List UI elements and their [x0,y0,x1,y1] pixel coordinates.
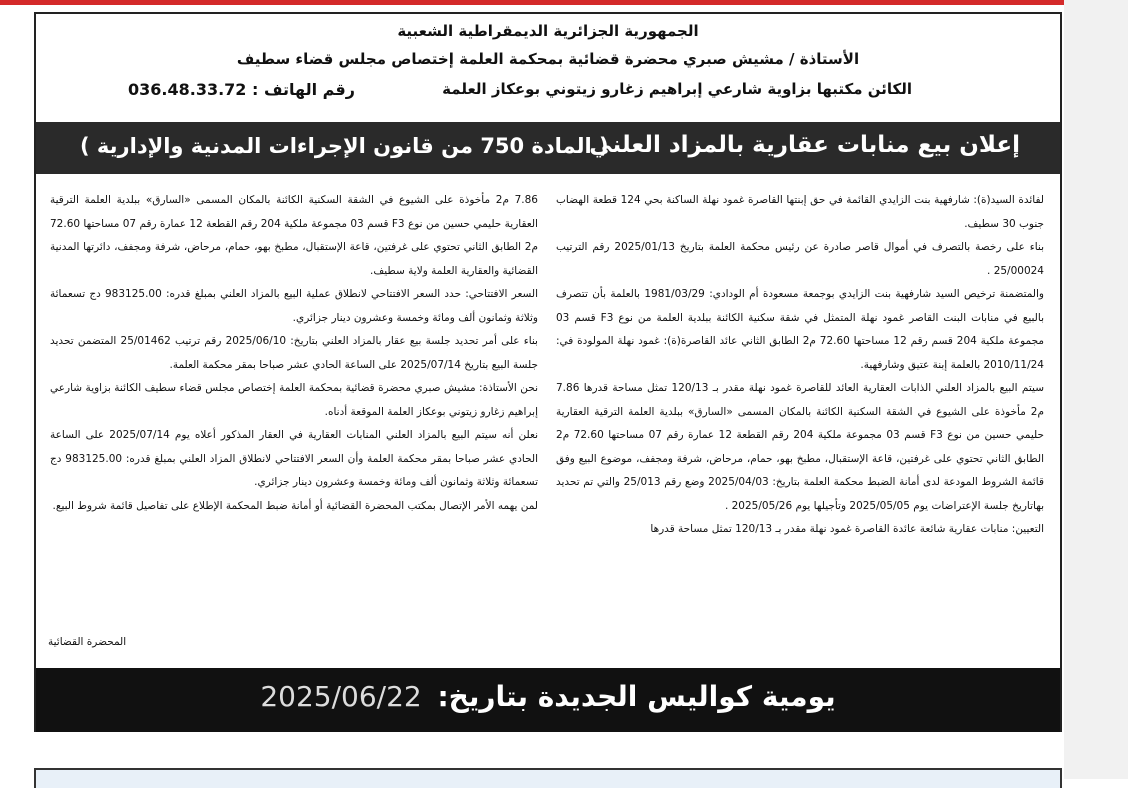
phone-label: رقم الهاتف : [252,80,355,99]
paragraph: والمتضمنة ترخيص السيد شارفهية بنت الزايدي بوجمعة مسعودة أم الودادي: 1981/03/29 بالعلمة بأن تتصرف بالبيع في منابات البنت القاصر غمود نهلة المتمثل في شقة سكنية الكائنة ببلدية العلمة من نوع F3 قسم 03 مجموعة ملكية 204 قسم رقم 12 مساحتها 72.60 م2 الطابق الثاني عائد القاصرة(ة): غمود نهلة المولودة في: 2010/11/24 بالعلمة إبنة عتيق وشارفهية. [556,288,1044,371]
legal-notice [34,12,1062,732]
phone-line [128,80,355,99]
notice-header [36,14,1060,122]
title-bar [36,122,1060,174]
paragraph: نعلن أنه سيتم البيع بالمزاد العلني المنابات العقارية في العقار المذكور أعلاه يوم 2025/07/14 على الساعة الحادي عشر صباحا بمقر محكمة العلمة وأن السعر الافتتاحي لانطلاق المزاد العلني بمبلغ قدره: 983125.00 دج تسعمائة وثلاثة وثمانون ألف ومائة وخمسة وعشرون دينار جزائري. [50,429,538,488]
republic-title: الجمهورية الجزائرية الديمقراطية الشعبية [397,22,699,40]
paragraph: بناء على رخصة بالتصرف في أموال قاصر صادرة عن رئيس محكمة العلمة بتاريخ 2025/01/13 رقم الترتيب 25/00024 . [556,241,1044,277]
newspaper-label: يومية كواليس الجديدة بتاريخ: [437,680,836,713]
notice-title: إعلان بيع منابات عقارية بالمزاد العلني [589,132,1020,158]
paragraph: 7.86 م2 مأخوذة على الشيوع في الشقة السكنية الكائنة بالمكان المسمى «السارق» ببلدية العلمة الترقية العقارية حليمي حسين من نوع F3 قسم 03 مجموعة ملكية 204 رقم القطعة 12 عمارة رقم 07 مساحتها 72.60 م2 الطابق الثاني تحتوي على غرفتين، قاعة الإستقبال، مطبخ بهو، حمام، مرحاض، شرفة ومجفف، دائرتها المدنية القضائية والعقارية العلمة ولاية سطيف. [50,194,538,277]
paragraph: التعيين: منابات عقارية شائعة عائدة القاصرة غمود نهلة مقدر بـ 120/13 تمثل مساحة قدرها [650,523,1044,535]
paragraph: السعر الافتتاحي: حدد السعر الافتتاحي لانطلاق عملية البيع بالمزاد العلني بمبلغ قدره: 983125.00 دج تسعمائة وثلاثة وثمانون ألف ومائة وخمسة وعشرون دينار جزائري. [50,288,538,324]
notice-column-left [50,189,538,659]
paragraph: سيتم البيع بالمزاد العلني الذابات العقارية العائد للقاصرة غمود نهلة مقدر بـ 120/13 تمثل مساحة قدرها 7.86 م2 مأخوذة على الشيوع في الشقة السكنية الكائنة بالمكان المسمى «السارق» ببلدية العلمة الترقية العقارية حليمي حسين من نوع F3 قسم 03 مجموعة ملكية 204 رقم القطعة 12 عمارة رقم 07 مساحتها 72.60 م2 الطابق الثاني تحتوي على غرفتين، قاعة الإستقبال، مطبخ بهو، حمام، مرحاض، شرفة ومجفف، موضوع البيع وفق قائمة الشروط المودعة لدى أمانة الضبط محكمة العلمة بتاريخ: 2025/04/03 وضع رقم 25/013 والتي تم تحديد بهاتاريخ جلسة الإعتراضات يوم 2025/05/05 وتأجيلها يوم 2025/05/26 . [556,382,1044,512]
office-address: الكائن مكتبها بزاوية شارعي إبراهيم زغارو زيتوني بوعكاز العلمة [442,80,912,98]
page-margin [1064,0,1128,779]
paragraph: لمن يهمه الأمر الإتصال بمكتب المحضرة القضائية أو أمانة ضبط المحكمة الإطلاع على تفاصيل قائمة شروط البيع. [52,499,538,512]
bailiff-name: الأستاذة / مشيش صبري محضرة قضائية بمحكمة العلمة إختصاص مجلس قضاء سطيف [236,50,860,68]
top-red-rule [0,0,1064,5]
publication-footer [36,668,1060,732]
article-reference: ( المادة 750 من قانون الإجراءات المدنية والإدارية ) [80,134,609,158]
paragraph: بناء على أمر تحديد جلسة بيع عقار بالمزاد العلني بتاريخ: 2025/06/10 رقم ترتيب 25/01462 المتضمن تحديد جلسة البيع بتاريخ 2025/07/14 على الساعة الحادي عشر صباحا بمقر محكمة العلمة. [50,335,538,371]
phone-number: 036.48.33.72 [128,80,247,99]
notice-column-right [556,189,1044,659]
publication-date: 2025/06/22 [260,680,422,713]
signature: المحضرة القضائية [48,636,127,648]
footer-text [36,680,1060,713]
paragraph: لفائدة السيد(ة): شارفهية بنت الزايدي القائمة في حق إبنتها القاصرة غمود نهلة الساكنة بحي 124 قطعة الهضاب جنوب 30 سطيف. [556,194,1044,230]
paragraph: نحن الأستاذة: مشيش صبري محضرة قضائية بمحكمة العلمة إختصاص مجلس قضاء سطيف الكائنة بزاوية شارعي إبراهيم زغارو زيتوني بوعكاز العلمة الموقعة أدناه. [50,382,538,418]
next-notice-box [34,768,1062,788]
